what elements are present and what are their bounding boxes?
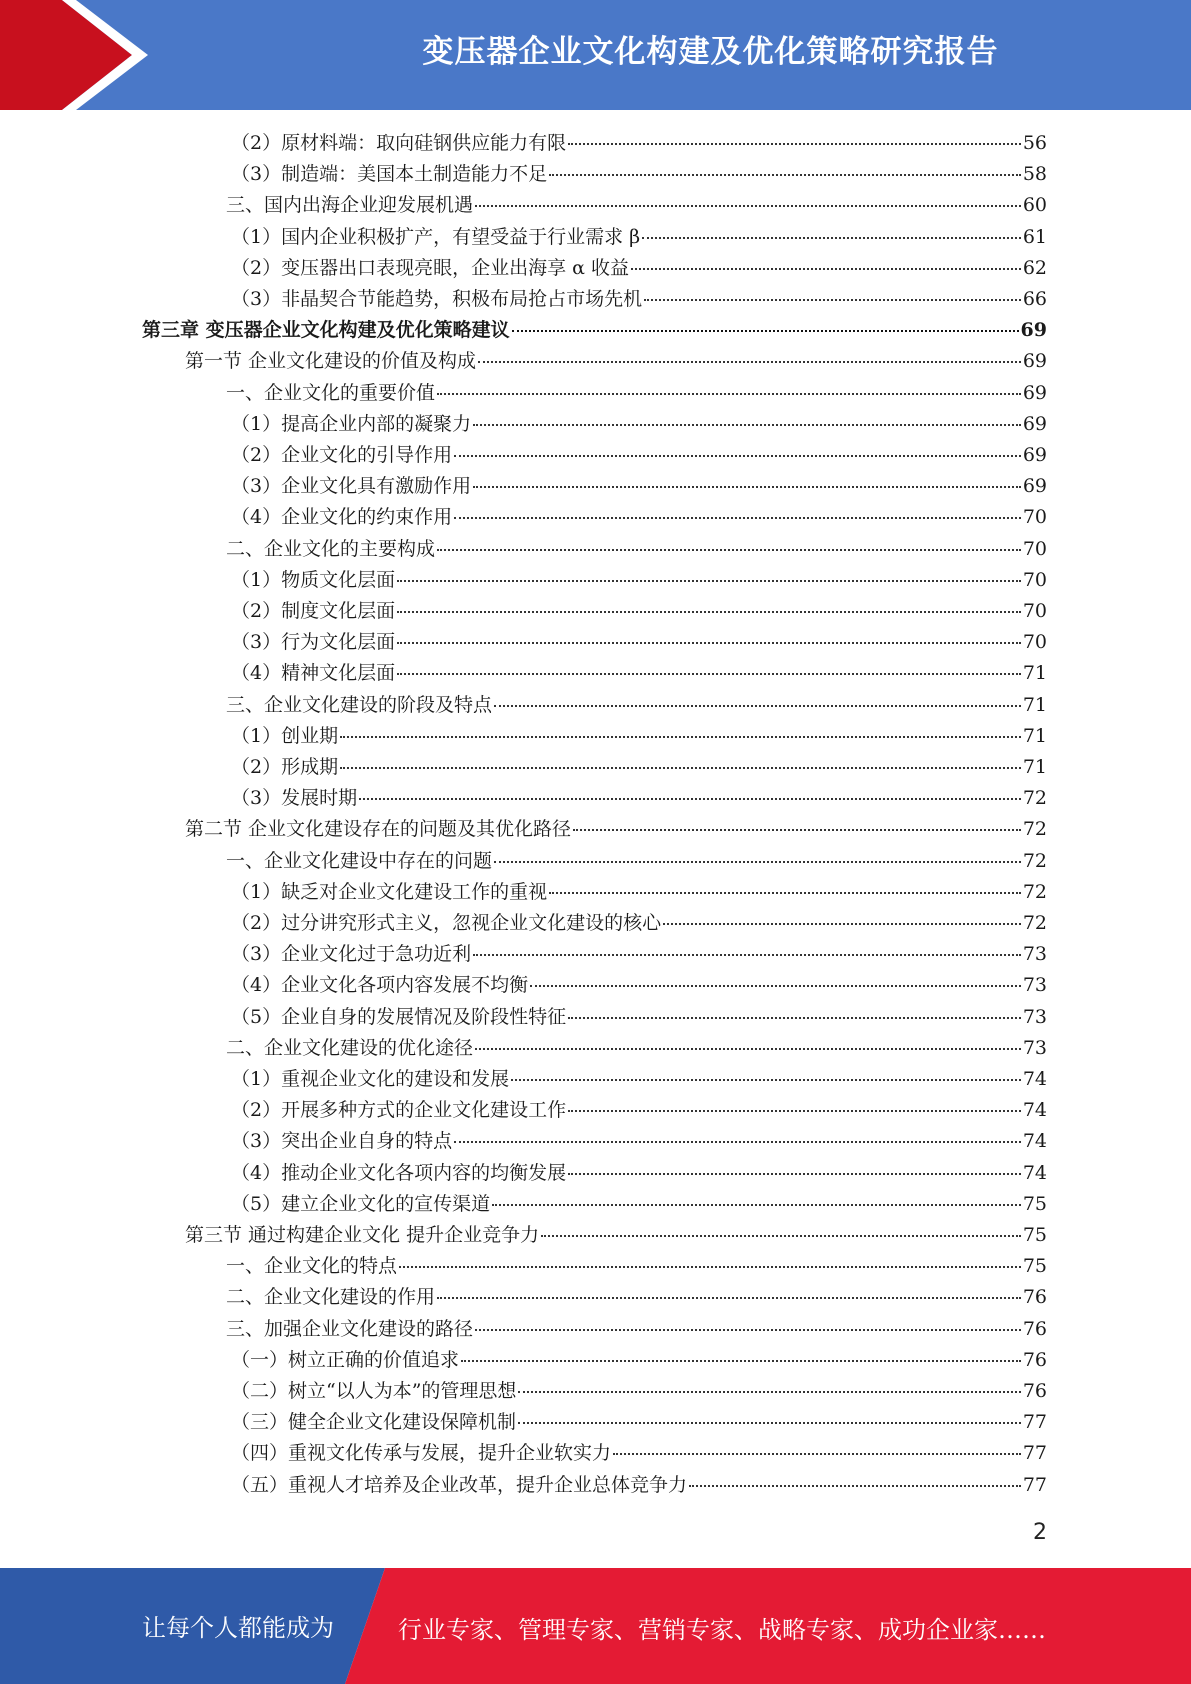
toc-entry-page: 69 xyxy=(1022,412,1047,435)
toc-entry-page: 69 xyxy=(1020,319,1047,342)
toc-entry-page: 72 xyxy=(1022,849,1047,872)
toc-entry[interactable] xyxy=(226,534,1047,565)
toc-entry-title: （5）建立企业文化的宣传渠道 xyxy=(231,1192,491,1215)
toc-entry[interactable] xyxy=(226,846,1047,877)
toc-entry-page: 70 xyxy=(1022,568,1047,591)
toc-entry-title: 一、企业文化的重要价值 xyxy=(226,381,436,404)
toc-entry[interactable] xyxy=(231,877,1047,908)
toc-entry[interactable] xyxy=(231,752,1047,783)
toc-dot-leader xyxy=(518,1391,1020,1393)
page-footer xyxy=(0,1568,1191,1684)
toc-chapter-entry[interactable] xyxy=(142,315,1047,346)
toc-entry-title: 第三节 通过构建企业文化 提升企业竞争力 xyxy=(185,1224,540,1246)
toc-entry[interactable] xyxy=(231,970,1047,1001)
toc-entry-page: 73 xyxy=(1022,1036,1047,1059)
toc-entry[interactable] xyxy=(185,814,1047,845)
toc-dot-leader xyxy=(631,268,1021,270)
toc-entry[interactable] xyxy=(231,908,1047,939)
toc-entry-title: （4）推动企业文化各项内容的均衡发展 xyxy=(231,1161,567,1184)
toc-entry-page: 60 xyxy=(1022,194,1047,217)
toc-entry-page: 76 xyxy=(1022,1380,1047,1402)
toc-entry-title: （三）健全企业文化建设保障机制 xyxy=(231,1411,517,1434)
toc-entry-title: 二、企业文化的主要构成 xyxy=(226,537,436,560)
toc-entry[interactable] xyxy=(226,1282,1047,1313)
toc-entry[interactable] xyxy=(226,378,1047,409)
toc-entry[interactable] xyxy=(231,565,1047,596)
toc-entry-page: 74 xyxy=(1022,1130,1047,1153)
toc-entry-page: 72 xyxy=(1022,912,1047,934)
toc-entry-page: 76 xyxy=(1022,1286,1047,1309)
toc-entry-page: 75 xyxy=(1022,1255,1047,1278)
toc-entry-page: 71 xyxy=(1022,662,1047,685)
toc-dot-leader xyxy=(494,861,1021,863)
toc-entry[interactable] xyxy=(231,1189,1047,1220)
toc-entry-page: 74 xyxy=(1022,1068,1047,1090)
toc-entry-page: 66 xyxy=(1022,288,1047,310)
toc-entry-page: 76 xyxy=(1022,1348,1047,1371)
toc-entry-page: 75 xyxy=(1022,1192,1047,1215)
toc-entry-page: 72 xyxy=(1022,787,1047,810)
toc-dot-leader xyxy=(541,1235,1021,1237)
toc-dot-leader xyxy=(454,517,1021,519)
toc-dot-leader xyxy=(437,393,1021,395)
toc-entry[interactable] xyxy=(231,409,1047,440)
toc-entry-title: （2）原材料端：取向硅钢供应能力有限 xyxy=(231,132,567,154)
toc-dot-leader xyxy=(568,1017,1021,1019)
page-number: 2 xyxy=(1033,1520,1047,1545)
toc-dot-leader xyxy=(663,923,1021,925)
toc-entry-page: 70 xyxy=(1022,631,1047,654)
toc-entry[interactable] xyxy=(231,1470,1047,1501)
toc-dot-leader xyxy=(492,1204,1021,1206)
toc-entry-page: 74 xyxy=(1022,1161,1047,1184)
toc-entry-page: 56 xyxy=(1022,132,1047,154)
toc-entry-title: （5）企业自身的发展情况及阶段性特征 xyxy=(231,1005,567,1028)
toc-entry-page: 71 xyxy=(1022,756,1047,778)
toc-dot-leader xyxy=(473,486,1021,488)
toc-entry-page: 62 xyxy=(1022,256,1047,279)
toc-entry-page: 76 xyxy=(1022,1317,1047,1340)
toc-entry-title: （2）变压器出口表现亮眼，企业出海享 α 收益 xyxy=(231,256,629,279)
toc-entry[interactable] xyxy=(231,627,1047,658)
toc-entry[interactable] xyxy=(231,440,1047,471)
toc-entry-page: 72 xyxy=(1022,818,1047,841)
toc-entry-title: （3）非晶契合节能趋势，积极布局抢占市场先机 xyxy=(231,288,643,310)
toc-entry[interactable] xyxy=(231,1064,1047,1095)
toc-entry[interactable] xyxy=(231,721,1047,752)
toc-dot-leader xyxy=(530,985,1021,987)
toc-dot-leader xyxy=(454,455,1021,457)
toc-entry[interactable] xyxy=(231,1407,1047,1438)
toc-entry-page: 73 xyxy=(1022,943,1047,966)
toc-entry-page: 73 xyxy=(1022,1005,1047,1028)
toc-entry-title: （1）国内企业积极扩产，有望受益于行业需求 β xyxy=(231,225,641,248)
toc-entry-page: 69 xyxy=(1022,444,1047,466)
toc-dot-leader xyxy=(494,705,1021,707)
toc-dot-leader xyxy=(568,143,1021,145)
toc-dot-leader xyxy=(473,954,1021,956)
toc-entry-title: （1）重视企业文化的建设和发展 xyxy=(231,1068,510,1090)
toc-entry-title: （二）树立“以人为本”的管理思想 xyxy=(231,1380,517,1402)
toc-dot-leader xyxy=(613,1453,1021,1455)
toc-dot-leader xyxy=(475,1048,1021,1050)
toc-dot-leader xyxy=(399,1266,1021,1268)
toc-entry[interactable] xyxy=(231,1438,1047,1469)
toc-dot-leader xyxy=(340,736,1021,738)
toc-dot-leader xyxy=(359,798,1021,800)
toc-entry[interactable] xyxy=(226,1033,1047,1064)
toc-entry-page: 71 xyxy=(1022,724,1047,747)
toc-dot-leader xyxy=(454,1141,1021,1143)
report-title: 变压器企业文化构建及优化策略研究报告 xyxy=(422,34,999,70)
page-header xyxy=(0,0,1191,110)
toc-entry-title: （2）制度文化层面 xyxy=(231,600,396,622)
toc-entry-title: （2）过分讲究形式主义，忽视企业文化建设的核心 xyxy=(231,912,662,934)
toc-dot-leader xyxy=(397,673,1021,675)
toc-entry[interactable] xyxy=(226,190,1047,221)
toc-entry[interactable] xyxy=(231,128,1047,159)
toc-entry[interactable] xyxy=(231,253,1047,284)
toc-entry-title: 二、企业文化建设的优化途径 xyxy=(226,1036,474,1059)
toc-dot-leader xyxy=(437,1297,1021,1299)
toc-entry-title: （4）精神文化层面 xyxy=(231,662,396,685)
toc-entry[interactable] xyxy=(231,658,1047,689)
toc-entry-title: （4）企业文化各项内容发展不均衡 xyxy=(231,974,529,997)
toc-dot-leader xyxy=(573,829,1021,831)
toc-entry-page: 69 xyxy=(1022,381,1047,404)
toc-entry-title: 三、企业文化建设的阶段及特点 xyxy=(226,693,493,716)
toc-entry-page: 69 xyxy=(1022,475,1047,498)
toc-entry-title: （2）企业文化的引导作用 xyxy=(231,444,453,466)
toc-dot-leader xyxy=(689,1485,1021,1487)
toc-entry[interactable] xyxy=(231,939,1047,970)
toc-entry-title: （3）发展时期 xyxy=(231,787,358,810)
toc-dot-leader xyxy=(518,1422,1021,1424)
toc-entry[interactable] xyxy=(185,1220,1047,1251)
toc-entry[interactable] xyxy=(231,222,1047,253)
header-chevron-graphic xyxy=(0,0,170,110)
toc-dot-leader xyxy=(340,767,1021,769)
toc-entry-title: 二、企业文化建设的作用 xyxy=(226,1286,436,1309)
toc-entry-title: 三、加强企业文化建设的路径 xyxy=(226,1317,474,1340)
toc-entry[interactable] xyxy=(231,284,1047,315)
toc-entry[interactable] xyxy=(231,159,1047,190)
toc-entry-title: （3）制造端：美国本土制造能力不足 xyxy=(231,163,548,186)
toc-dot-leader xyxy=(512,330,1019,332)
toc-entry-page: 70 xyxy=(1022,600,1047,622)
toc-entry-title: （一）树立正确的价值追求 xyxy=(231,1348,460,1371)
toc-entry-title: （1）创业期 xyxy=(231,724,339,747)
toc-entry-title: （4）企业文化的约束作用 xyxy=(231,506,453,529)
toc-dot-leader xyxy=(642,237,1021,239)
toc-entry-page: 75 xyxy=(1022,1224,1047,1246)
toc-dot-leader xyxy=(511,1079,1021,1081)
toc-entry-title: （1）提高企业内部的凝聚力 xyxy=(231,412,472,435)
toc-dot-leader xyxy=(397,642,1021,644)
toc-dot-leader xyxy=(549,174,1021,176)
toc-entry-title: （2）开展多种方式的企业文化建设工作 xyxy=(231,1099,567,1122)
toc-entry[interactable] xyxy=(231,596,1047,627)
toc-entry-title: （1）物质文化层面 xyxy=(231,568,396,591)
toc-entry[interactable] xyxy=(231,1158,1047,1189)
toc-entry-page: 70 xyxy=(1022,537,1047,560)
footer-slogan-left: 让每个人都能成为 xyxy=(142,1614,334,1642)
toc-entry[interactable] xyxy=(231,471,1047,502)
toc-dot-leader xyxy=(475,1329,1021,1331)
toc-entry-page: 74 xyxy=(1022,1099,1047,1122)
toc-dot-leader xyxy=(568,1173,1021,1175)
toc-dot-leader xyxy=(644,299,1021,301)
toc-dot-leader xyxy=(473,424,1021,426)
toc-entry-page: 77 xyxy=(1022,1473,1047,1496)
toc-entry[interactable] xyxy=(231,1002,1047,1033)
toc-entry-page: 70 xyxy=(1022,506,1047,529)
toc-entry-title: （四）重视文化传承与发展，提升企业软实力 xyxy=(231,1442,612,1465)
toc-entry[interactable] xyxy=(226,690,1047,721)
toc-entry-title: 一、企业文化的特点 xyxy=(226,1255,398,1278)
toc-entry[interactable] xyxy=(185,346,1047,377)
toc-entry-title: （1）缺乏对企业文化建设工作的重视 xyxy=(231,880,548,903)
toc-entry-page: 72 xyxy=(1022,880,1047,903)
toc-entry-title: （五）重视人才培养及企业改革，提升企业总体竞争力 xyxy=(231,1473,688,1496)
footer-slogan-right: 行业专家、管理专家、营销专家、战略专家、成功企业家…… xyxy=(398,1616,1046,1644)
toc-entry-title: （3）突出企业自身的特点 xyxy=(231,1130,453,1153)
toc-entry-title: 三、国内出海企业迎发展机遇 xyxy=(226,194,474,217)
toc-dot-leader xyxy=(568,1110,1021,1112)
toc-entry-page: 69 xyxy=(1022,350,1047,373)
toc-entry-page: 77 xyxy=(1022,1411,1047,1434)
toc-entry[interactable] xyxy=(231,1126,1047,1157)
toc-dot-leader xyxy=(437,549,1021,551)
toc-dot-leader xyxy=(478,361,1021,363)
toc-entry-page: 61 xyxy=(1022,225,1047,248)
toc-entry[interactable] xyxy=(226,1314,1047,1345)
toc-dot-leader xyxy=(397,580,1021,582)
toc-entry-title: （3）企业文化过于急功近利 xyxy=(231,943,472,966)
toc-entry[interactable] xyxy=(231,783,1047,814)
toc-entry[interactable] xyxy=(231,502,1047,533)
toc-entry-title: 第三章 变压器企业文化构建及优化策略建议 xyxy=(142,319,510,342)
toc-entry-page: 58 xyxy=(1022,163,1047,186)
toc-entry-page: 73 xyxy=(1022,974,1047,997)
toc-dot-leader xyxy=(549,892,1021,894)
toc-entry[interactable] xyxy=(231,1376,1047,1407)
toc-entry-page: 71 xyxy=(1022,693,1047,716)
toc-entry-title: 第二节 企业文化建设存在的问题及其优化路径 xyxy=(185,818,572,841)
toc-dot-leader xyxy=(475,205,1021,207)
toc-entry-page: 77 xyxy=(1022,1442,1047,1465)
toc-entry-title: （3）行为文化层面 xyxy=(231,631,396,654)
toc-dot-leader xyxy=(397,611,1021,613)
toc-entry[interactable] xyxy=(231,1345,1047,1376)
toc-entry-title: （2）形成期 xyxy=(231,756,339,778)
toc-entry-title: 第一节 企业文化建设的价值及构成 xyxy=(185,350,477,373)
toc-entry-title: （3）企业文化具有激励作用 xyxy=(231,475,472,498)
toc-entry[interactable] xyxy=(226,1251,1047,1282)
toc-entry[interactable] xyxy=(231,1095,1047,1126)
toc-dot-leader xyxy=(461,1360,1021,1362)
toc-entry-title: 一、企业文化建设中存在的问题 xyxy=(226,849,493,872)
